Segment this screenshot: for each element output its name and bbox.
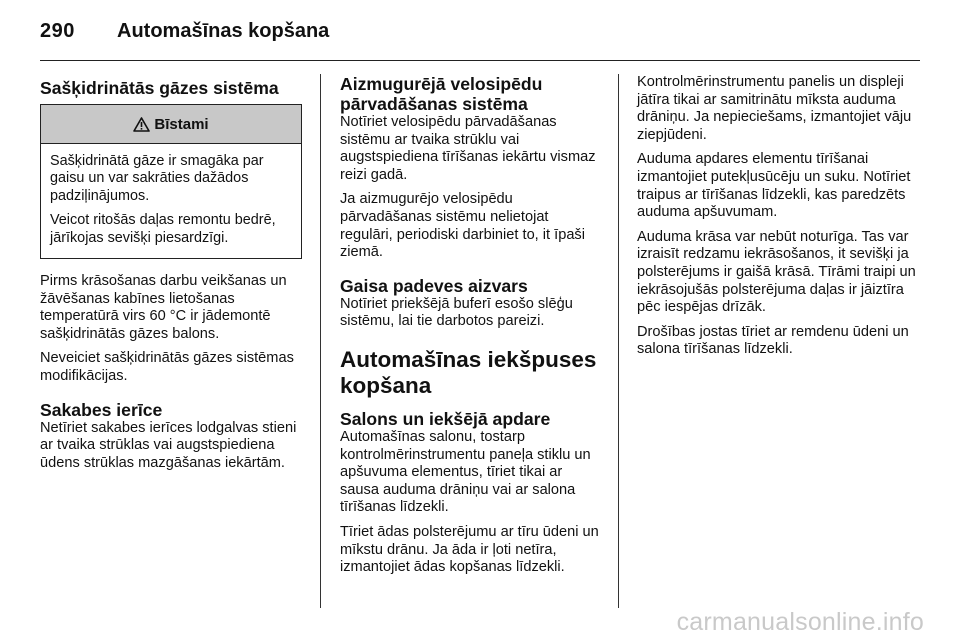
column-2 [340, 74, 604, 584]
section-title-air-shutter: Gaisa padeves aizvars [340, 275, 528, 296]
paragraph: Auduma krāsa var nebūt noturīga. Tas var izraisīt redzamu iekrāsošanos, it sevišķi ja polsterējums ir gaišā krāsā. Tīrāmi traipi un iekrāsojušās polsterējuma daļas ir jāiztīra pēc iespējas drīzāk. [637, 228, 916, 316]
paragraph: Neveiciet sašķidrinātās gāzes sistēmas modifikācijas. [40, 350, 294, 384]
paragraph: Kontrolmērinstrumentu panelis un displeji jātīra tikai ar samitrinātu mīksta auduma drāniņu. Ja nepieciešams, izmantojiet vāju ziepjūdeni. [637, 74, 912, 143]
warning-body [41, 144, 301, 258]
page-header [40, 16, 920, 52]
warning-text: Veicot ritošās daļas remontu bedrē, jārīkojas sevišķi piesardzīgi. [50, 212, 276, 246]
paragraph: Notīriet velosipēdu pārvadāšanas sistēmu ar tvaika strūklu vai augstspiediena tīrīšanas iekārtu vismaz reizi gadā. [340, 114, 596, 183]
paragraph: Netīriet sakabes ierīces lodgalvas stieni ar tvaika strūklas vai augstspiediena ūdens strūklas mazgāšanas iekārtām. [40, 419, 297, 471]
main-heading-interior-care: Automašīnas iekšpuses kopšana [340, 346, 597, 398]
paragraph: Automašīnas salonu, tostarp kontrolmērinstrumentu paneļa stiklu un apšuvuma elementus, tīriet tikai ar sausa auduma drāniņu vai ar salona tīrīšanas līdzekli. [340, 428, 591, 516]
warning-triangle-icon [133, 117, 150, 132]
section-title-bike-carrier: Aizmugurējā velosipēdu pārvadāšanas sistēma [340, 74, 543, 114]
warning-text: Sašķidrinātā gāze ir smagāka par gaisu un var sakrāties dažādos padziļinājumos. [50, 153, 264, 204]
chapter-title: Automašīnas kopšana [117, 20, 330, 42]
subsection-title-towbar: Sakabes ierīce [40, 399, 163, 420]
paragraph: Pirms krāsošanas darbu veikšanas un žāvēšanas kabīnes lietošanas temperatūrā virs 60 °C ir jādemontē sašķidrinātās gāzes balons. [40, 273, 287, 342]
header-divider [40, 60, 920, 61]
column-divider [320, 74, 321, 608]
watermark-text: carmanualsonline.info [676, 608, 924, 636]
warning-box [40, 104, 302, 259]
page-number: 290 [40, 20, 75, 42]
paragraph: Tīriet ādas polsterējumu ar tīru ūdeni un mīkstu drānu. Ja āda ir ļoti netīra, izmantojiet ādas kopšanas līdzekli. [340, 523, 599, 576]
section-title-interior-trim: Salons un iekšējā apdare [340, 408, 551, 429]
warning-title: Bīstami [154, 115, 209, 133]
paragraph: Ja aizmugurējo velosipēdu pārvadāšanas sistēmu nelietojat regulāri, periodiski darbiniet to, it īpaši ziemā. [340, 191, 585, 261]
warning-header [41, 105, 301, 144]
paragraph: Drošības jostas tīriet ar remdenu ūdeni un salona tīrīšanas līdzekli. [637, 323, 909, 358]
column-divider [618, 74, 619, 608]
paragraph: Auduma apdares elementu tīrīšanai izmantojiet putekļusūcēju un suku. Notīriet traipus ar tīrīšanas līdzekli, kas paredzēts auduma apšuvumam. [637, 151, 911, 221]
column-3 [637, 74, 920, 366]
column-1 [40, 74, 302, 479]
section-title-lpg: Sašķidrinātās gāzes sistēma [40, 78, 279, 98]
paragraph: Notīriet priekšējā buferī esošo slēģu sistēmu, lai tie darbotos pareizi. [340, 295, 573, 330]
